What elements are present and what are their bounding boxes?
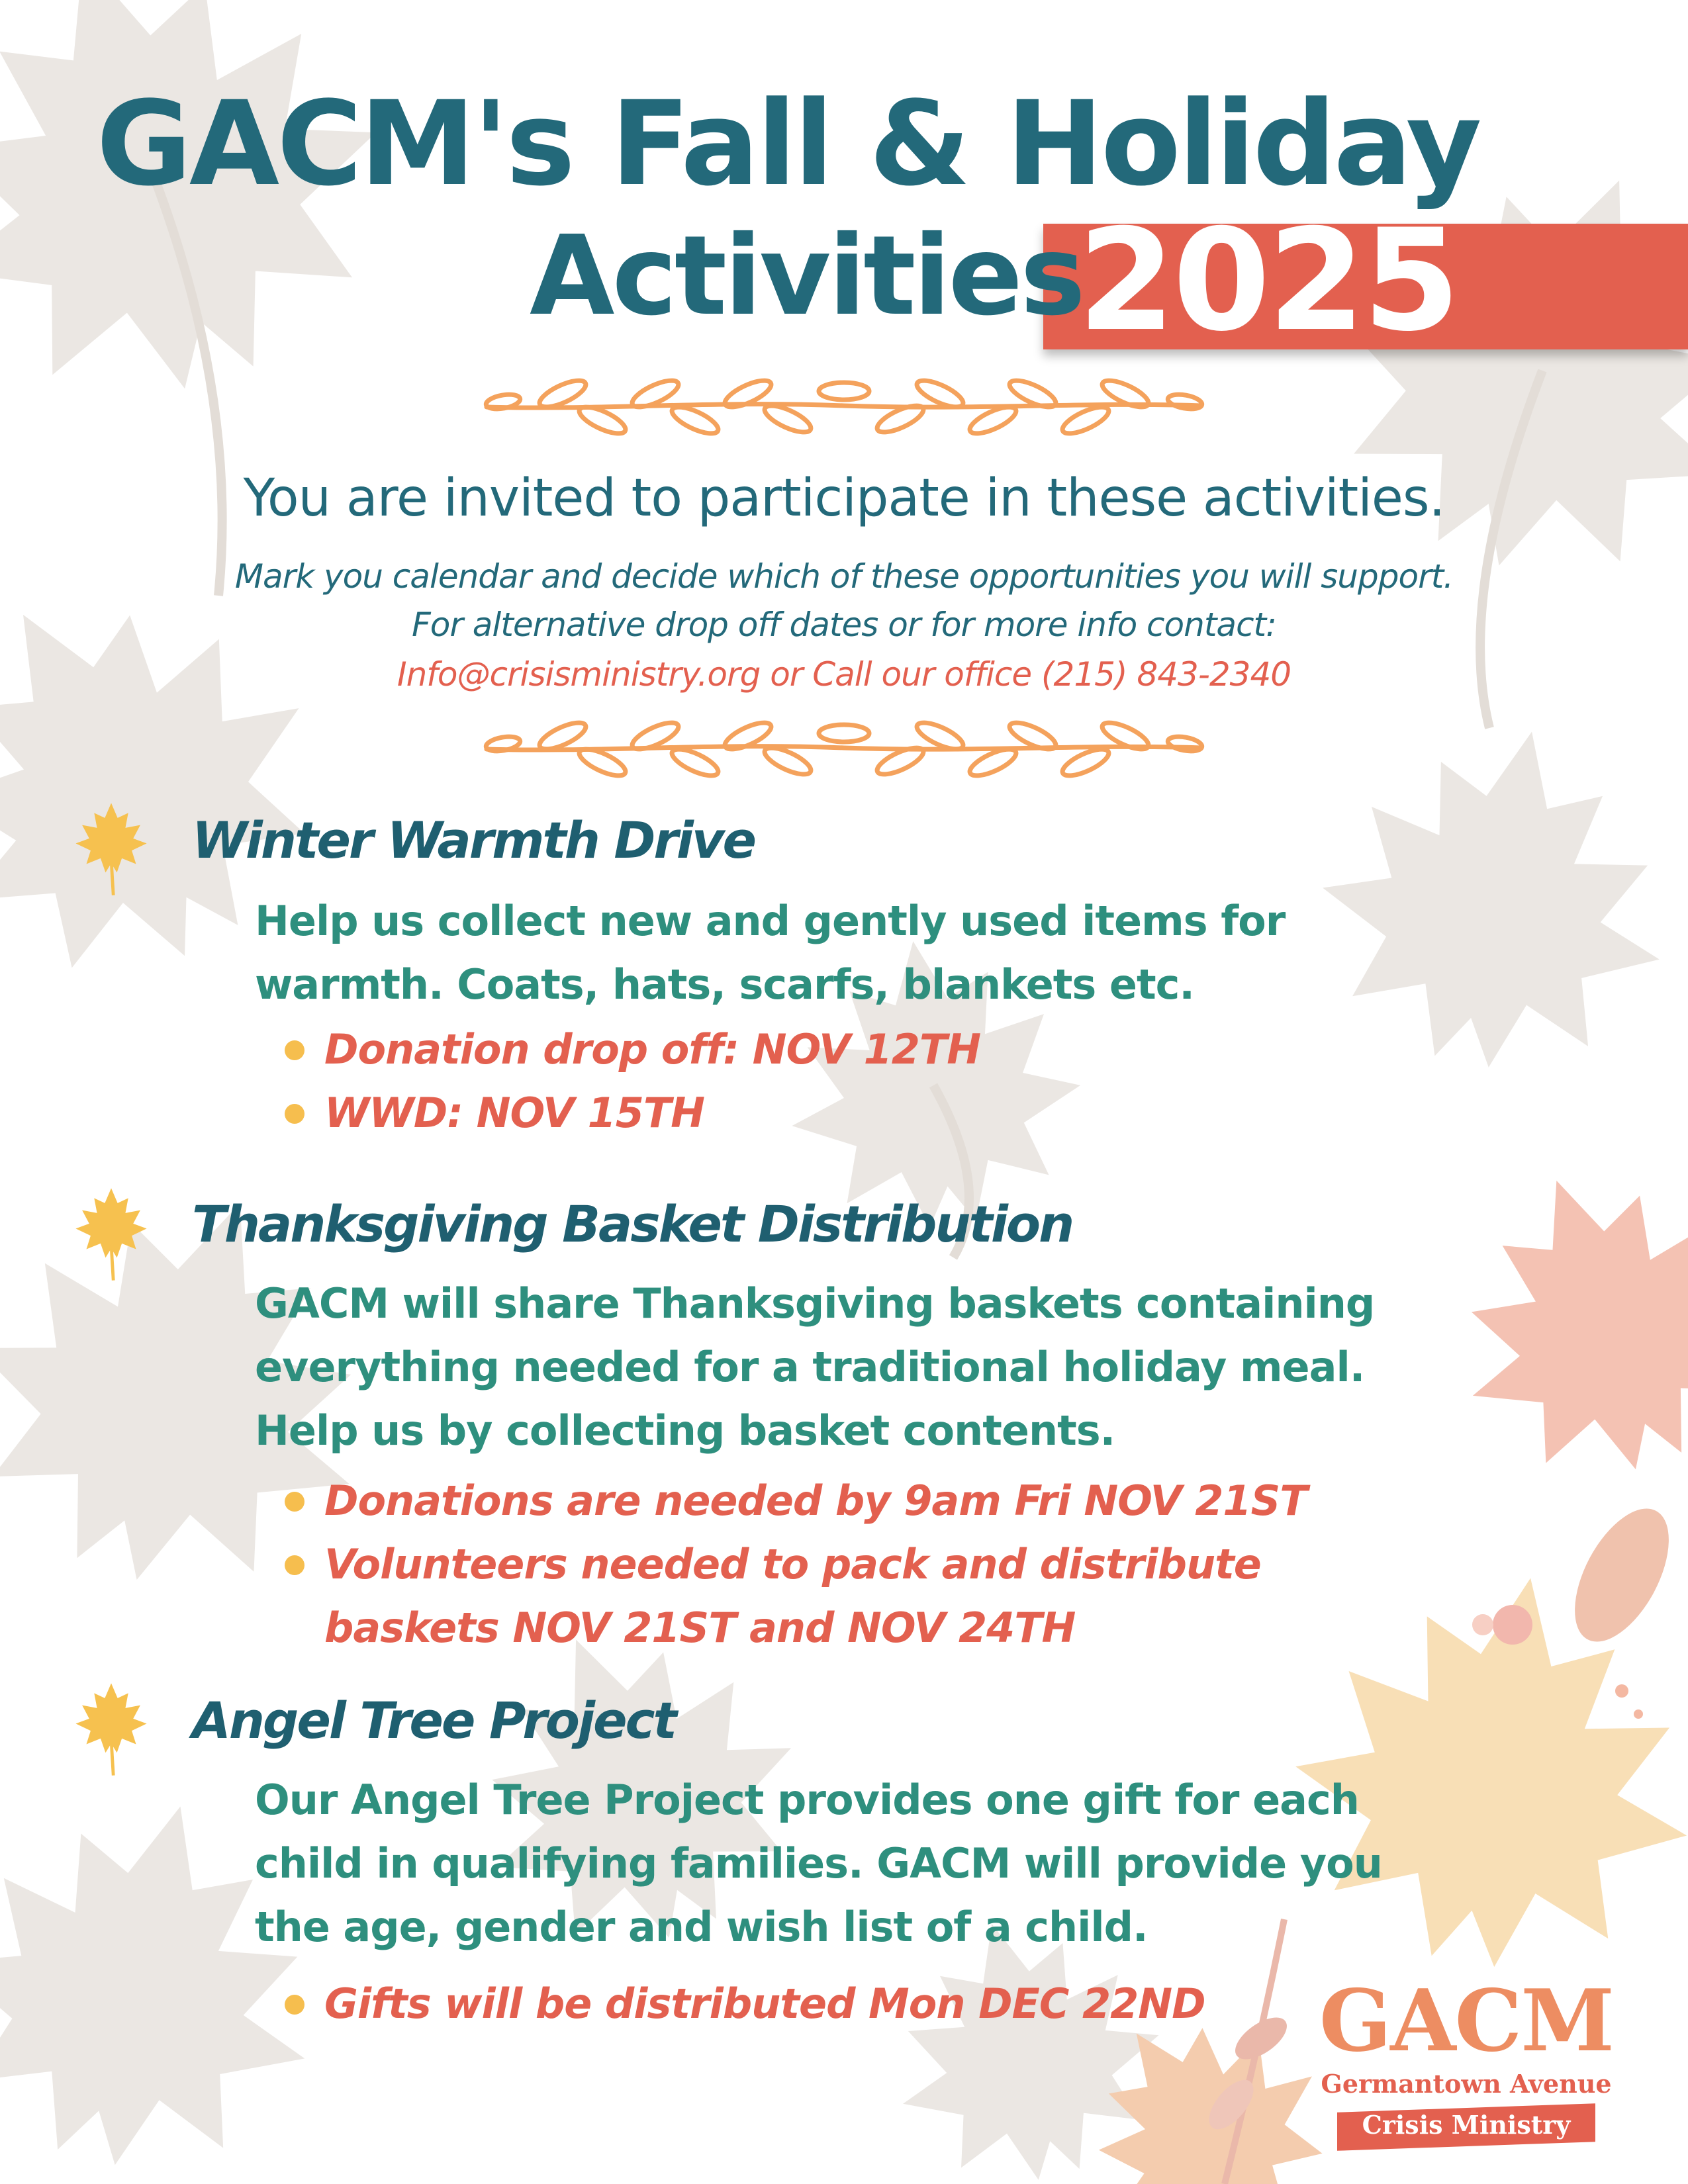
bullet-dot	[285, 1492, 305, 1512]
page-title-line2: Activities	[530, 212, 1083, 340]
bullet-dot	[285, 1040, 305, 1060]
bullet-dot	[285, 1104, 305, 1124]
bullet-list-thanksgiving	[285, 1469, 1410, 1660]
vine-divider-top	[477, 374, 1211, 437]
maple-leaf-icon	[71, 1185, 151, 1284]
maple-leaf-icon	[71, 799, 151, 899]
section-title-angel-tree: Angel Tree Project	[192, 1691, 675, 1750]
body-line: everything needed for a traditional holiday meal.	[255, 1343, 1365, 1391]
bullet-text: baskets NOV 21ST and NOV 24TH	[324, 1604, 1076, 1652]
body-line: child in qualifying families. GACM will provide you	[255, 1839, 1382, 1888]
maple-leaf-icon	[71, 1680, 151, 1779]
bullet-text: WWD: NOV 15TH	[324, 1089, 705, 1137]
bullet-text: Gifts will be distributed Mon DEC 22ND	[324, 1979, 1205, 2028]
body-line: Help us collect new and gently used items for	[255, 897, 1286, 945]
bullet-text: Donations are needed by 9am Fri NOV 21ST	[324, 1477, 1307, 1525]
bullet-text: Donation drop off: NOV 12TH	[324, 1025, 981, 1073]
list-item	[285, 1469, 1410, 1533]
bullet-text: Volunteers needed to pack and distribute	[324, 1540, 1261, 1588]
logo-subtitle-line2: Crisis Ministry	[1362, 2110, 1571, 2140]
section-title-thanksgiving: Thanksgiving Basket Distribution	[192, 1195, 1073, 1253]
body-line: Help us by collecting basket contents.	[255, 1406, 1115, 1455]
page-title-line1: GACM's Fall & Holiday	[96, 76, 1479, 212]
bullet-list-angel-tree	[285, 1972, 1410, 2036]
intro-subline-2: For alternative drop off dates or for more info contact:	[411, 606, 1277, 644]
body-line: GACM will share Thanksgiving baskets containing	[255, 1279, 1375, 1328]
bullet-dot	[285, 1995, 305, 2015]
section-body-winter-warmth	[255, 889, 1446, 1017]
bullet-dot	[285, 1555, 305, 1575]
list-item	[285, 1972, 1410, 2036]
year-label: 2025	[1078, 199, 1458, 362]
contact-line: Info@crisisministry.org or Call our office (215) 843-2340	[397, 655, 1291, 694]
list-item	[285, 1018, 1410, 1081]
list-item-continuation	[285, 1596, 1410, 1660]
logo-subtitle-line1: Germantown Avenue	[1321, 2069, 1612, 2099]
list-item	[285, 1081, 1410, 1145]
intro-subline-1: Mark you calendar and decide which of these opportunities you will support.	[234, 557, 1454, 596]
intro-headline: You are invited to participate in these activities.	[243, 469, 1445, 528]
logo-wordmark: GACM	[1319, 1972, 1614, 2071]
gacm-logo	[1304, 1972, 1628, 2177]
body-line: Our Angel Tree Project provides one gift for each	[255, 1776, 1359, 1824]
section-title-winter-warmth: Winter Warmth Drive	[192, 811, 755, 870]
body-line: warmth. Coats, hats, scarfs, blankets etc.	[255, 960, 1194, 1009]
list-item	[285, 1533, 1410, 1596]
section-body-angel-tree	[255, 1768, 1446, 1959]
vine-divider-bottom	[477, 716, 1211, 779]
body-line: the age, gender and wish list of a child.	[255, 1903, 1148, 1951]
bullet-list-winter-warmth	[285, 1018, 1410, 1145]
section-body-thanksgiving	[255, 1272, 1446, 1463]
